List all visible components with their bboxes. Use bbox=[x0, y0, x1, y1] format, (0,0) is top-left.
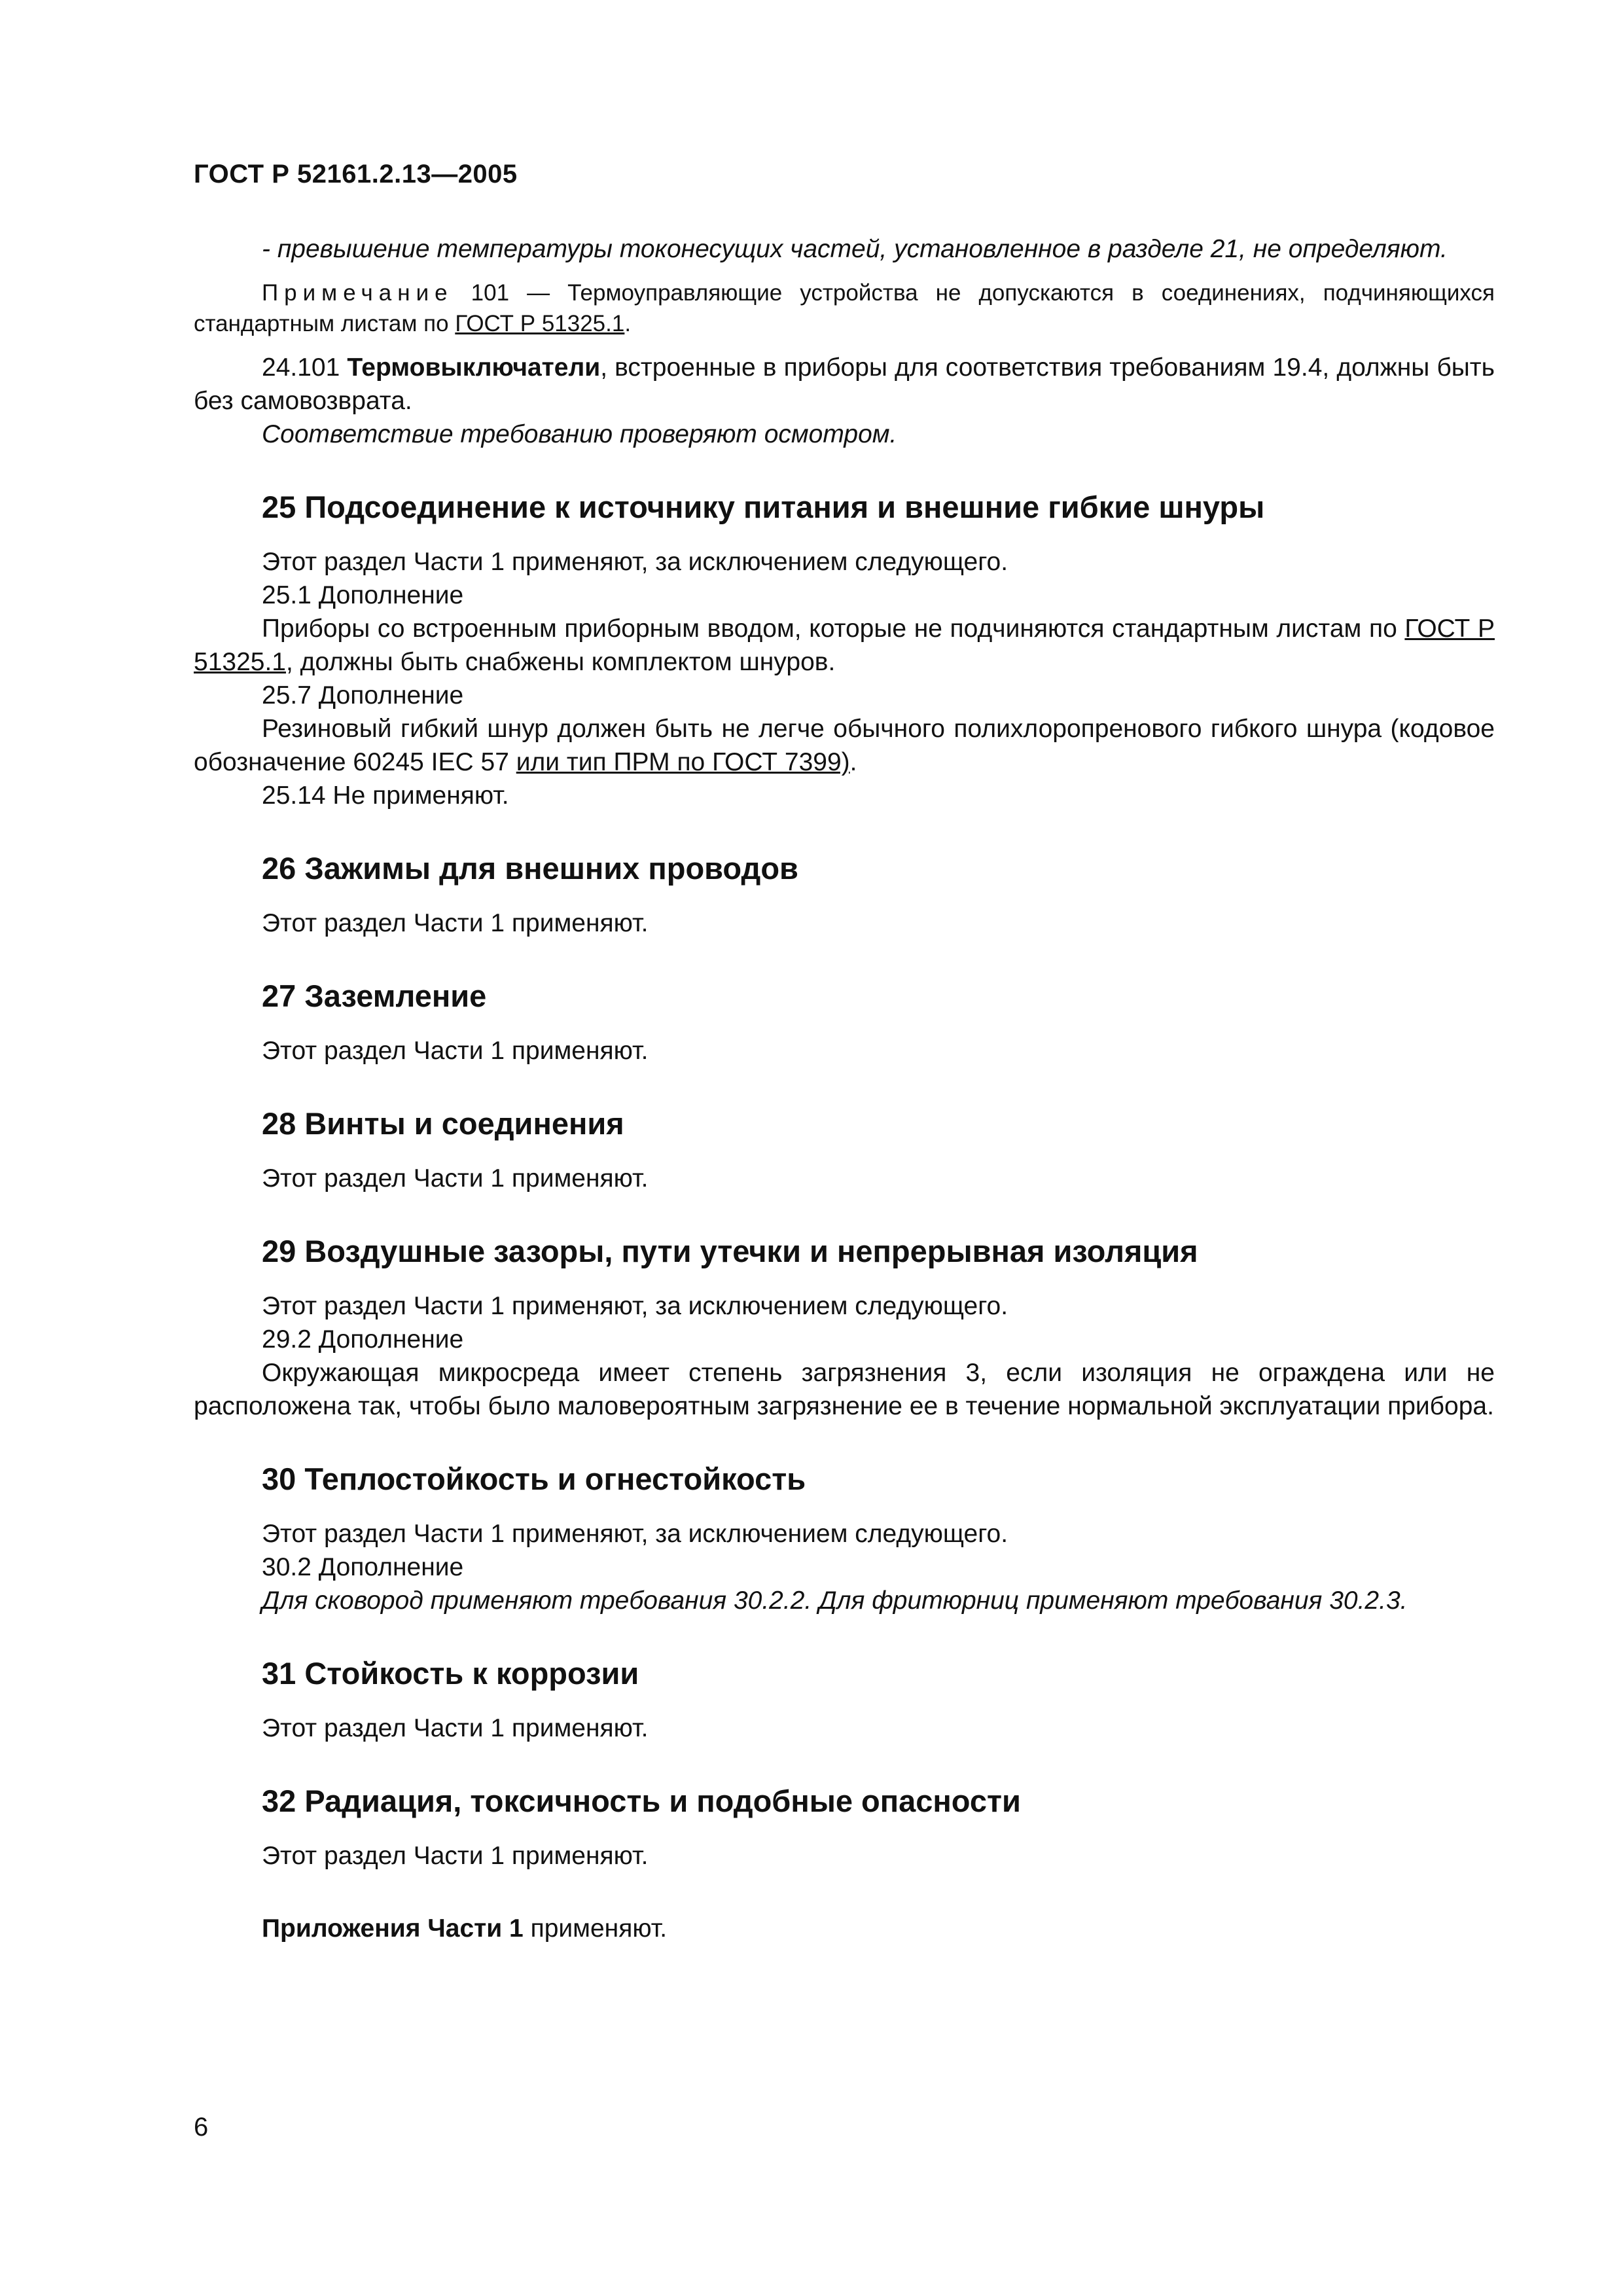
section-29-line: Этот раздел Части 1 применяют, за исключением следующего. bbox=[262, 1292, 1008, 1320]
section-29-title: 29 Воздушные зазоры, пути утечки и непрерывная изоляция bbox=[262, 1234, 1198, 1268]
note-101 bbox=[194, 278, 1495, 339]
annex-statement bbox=[194, 1912, 1495, 1945]
section-29-paragraph: Окружающая микросреда имеет степень загрязнения 3, если изоляция не ограждена или не расположена так, чтобы было маловероятным загрязнение ее в течение нормальной эксплуатации прибора. bbox=[194, 1359, 1495, 1420]
document-body bbox=[194, 232, 1495, 1945]
section-27-line: Этот раздел Части 1 применяют. bbox=[262, 1037, 649, 1065]
standard-link[interactable]: или тип ПРМ по ГОСТ 7399) bbox=[516, 748, 850, 776]
note-text: 101 — Термоуправляющие устройства не допускаются в соединениях, подчиняющихся стандартным листам по bbox=[194, 280, 1495, 336]
section-25-line: 25.14 Не применяют. bbox=[262, 781, 509, 810]
note-end: . bbox=[624, 311, 632, 336]
section-30-line: Этот раздел Части 1 применяют, за исключением следующего. bbox=[262, 1520, 1008, 1548]
document-header: ГОСТ Р 52161.2.13—2005 bbox=[194, 160, 518, 188]
section-29-line: 29.2 Дополнение bbox=[262, 1325, 464, 1354]
section-30-title: 30 Теплостойкость и огнестойкость bbox=[262, 1462, 806, 1496]
text-part: . bbox=[849, 748, 857, 776]
clause-text: , встроенные в приборы для соответствия требованиям 19.4, должны быть без самовозврата. bbox=[194, 353, 1495, 415]
section-30-line: 30.2 Дополнение bbox=[262, 1553, 464, 1581]
section-27-title: 27 Заземление bbox=[262, 978, 487, 1013]
section-30-line: Для сковород применяют требования 30.2.2. Для фритюрниц применяют требования 30.2.3. bbox=[262, 1587, 1408, 1615]
text-part: Резиновый гибкий шнур должен быть не легче обычного полихлоропренового гибкого шнура (кодовое обозначение 60245 IEC 57 bbox=[194, 715, 1495, 776]
clause-term: Термовыключатели bbox=[347, 353, 601, 382]
section-32-title: 32 Радиация, токсичность и подобные опасности bbox=[262, 1784, 1021, 1818]
standard-link[interactable]: ГОСТ Р 51325.1 bbox=[194, 615, 1495, 676]
continued-paragraph: - превышение температуры токонесущих частей, установленное в разделе 21, не определяют. bbox=[262, 235, 1448, 263]
note-label: Примечание bbox=[262, 280, 454, 306]
text-part: , должны быть снабжены комплектом шнуров. bbox=[285, 648, 836, 676]
paragraph-24-101 bbox=[194, 351, 1495, 418]
annex-rest: применяют. bbox=[523, 1914, 668, 1943]
annex-bold: Приложения Части 1 bbox=[262, 1914, 524, 1943]
section-32-line: Этот раздел Части 1 применяют. bbox=[262, 1842, 649, 1870]
section-31-title: 31 Стойкость к коррозии bbox=[262, 1656, 639, 1691]
section-25-line: 25.7 Дополнение bbox=[262, 681, 464, 709]
clause-number: 24.101 bbox=[262, 353, 348, 382]
text-part: Приборы со встроенным приборным вводом, которые не подчиняются стандартным листам по bbox=[262, 615, 1405, 643]
page-number: 6 bbox=[194, 2113, 209, 2142]
section-31-line: Этот раздел Части 1 применяют. bbox=[262, 1714, 649, 1742]
check-statement: Соответствие требованию проверяют осмотром. bbox=[262, 420, 897, 448]
section-25-paragraph bbox=[194, 612, 1495, 679]
section-25-title: 25 Подсоединение к источнику питания и внешние гибкие шнуры bbox=[262, 490, 1265, 524]
section-25-line: Этот раздел Части 1 применяют, за исключением следующего. bbox=[262, 548, 1008, 576]
section-26-line: Этот раздел Части 1 применяют. bbox=[262, 909, 649, 937]
section-28-title: 28 Винты и соединения bbox=[262, 1106, 624, 1141]
section-28-line: Этот раздел Части 1 применяют. bbox=[262, 1164, 649, 1193]
section-25-line: 25.1 Дополнение bbox=[262, 581, 464, 609]
section-25-paragraph bbox=[194, 712, 1495, 779]
section-26-title: 26 Зажимы для внешних проводов bbox=[262, 851, 798, 886]
note-link[interactable]: ГОСТ Р 51325.1 bbox=[455, 311, 625, 336]
